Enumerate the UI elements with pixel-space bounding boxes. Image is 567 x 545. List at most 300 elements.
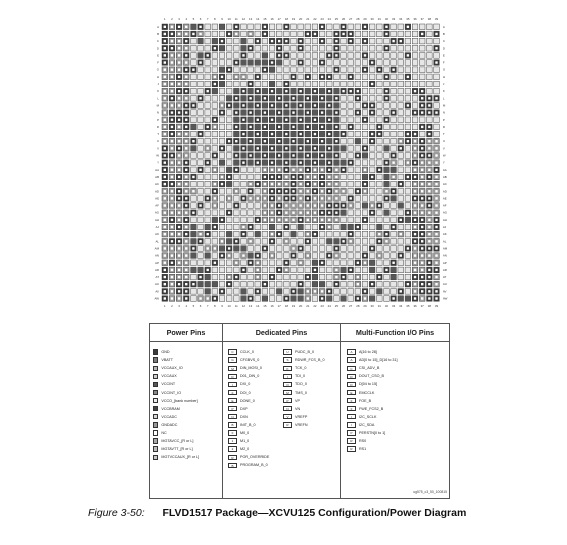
pin-AL9 (219, 239, 225, 245)
pin-code-symbol: R (347, 446, 356, 451)
pin-Y15 (262, 160, 268, 166)
pin-AR31 (377, 267, 383, 273)
pin-AW18 (284, 296, 290, 302)
pin-T4 (183, 131, 189, 137)
pin-AU12 (241, 281, 247, 287)
pin-N7 (205, 110, 211, 116)
pin-AN25 (334, 253, 340, 259)
pin-H19 (291, 74, 297, 80)
pin-Y5 (191, 160, 197, 166)
pin-AE26 (341, 196, 347, 202)
pin-AK16 (269, 231, 275, 237)
legend-item (283, 356, 325, 364)
pin-code-symbol: I (228, 382, 237, 387)
pin-W29 (362, 153, 368, 159)
pin-AB26 (341, 174, 347, 180)
pin-AR33 (391, 267, 397, 273)
pin-AJ36 (412, 224, 418, 230)
pin-E36 (412, 53, 418, 59)
pin-AJ12 (241, 224, 247, 230)
pin-T32 (384, 131, 390, 137)
pin-AA1 (162, 167, 168, 173)
pin-AN37 (419, 253, 425, 259)
pin-AH34 (398, 217, 404, 223)
pin-AL30 (369, 239, 375, 245)
pin-AA27 (348, 167, 354, 173)
pin-AP16 (269, 260, 275, 266)
pin-AW33 (391, 296, 397, 302)
legend-item (347, 413, 398, 421)
pin-N38 (427, 110, 433, 116)
pin-AU8 (212, 281, 218, 287)
pin-T16 (269, 131, 275, 137)
pin-code-symbol: A (347, 349, 356, 354)
pin-U22 (312, 138, 318, 144)
pin-AD22 (312, 188, 318, 194)
pin-AA15 (262, 167, 268, 173)
pin-J8 (212, 81, 218, 87)
pin-AF37 (419, 203, 425, 209)
pin-W13 (248, 153, 254, 159)
pin-F19 (291, 60, 297, 66)
pin-AE34 (398, 196, 404, 202)
pin-V9 (219, 146, 225, 152)
pin-AG14 (255, 210, 261, 216)
pin-AK33 (391, 231, 397, 237)
pin-AH25 (334, 217, 340, 223)
pin-AM31 (377, 246, 383, 252)
column-label-top: 36 (413, 17, 417, 21)
pin-AW20 (298, 296, 304, 302)
pin-A39 (434, 24, 440, 30)
pin-E28 (355, 53, 361, 59)
pin-AD25 (334, 188, 340, 194)
pin-AD31 (377, 188, 383, 194)
pin-AC24 (326, 181, 332, 187)
pin-M11 (234, 103, 240, 109)
pin-AU10 (226, 281, 232, 287)
pin-G35 (405, 67, 411, 73)
pin-AU15 (262, 281, 268, 287)
pin-C37 (419, 38, 425, 44)
pin-AH4 (183, 217, 189, 223)
pin-C9 (219, 38, 225, 44)
package-pin-diagram (150, 12, 450, 318)
pin-AM12 (241, 246, 247, 252)
pin-A20 (298, 24, 304, 30)
pin-G6 (198, 67, 204, 73)
pin-AT34 (398, 274, 404, 280)
pin-AW37 (419, 296, 425, 302)
pin-U18 (284, 138, 290, 144)
pin-E31 (377, 53, 383, 59)
pin-AF8 (212, 203, 218, 209)
pin-T28 (355, 131, 361, 137)
pin-AR11 (234, 267, 240, 273)
pin-E29 (362, 53, 368, 59)
row-label-right: AB (442, 174, 447, 179)
legend-item (228, 372, 269, 380)
pin-U21 (305, 138, 311, 144)
pin-D17 (276, 45, 282, 51)
legend-item-label: NC (161, 430, 167, 435)
pin-J6 (198, 81, 204, 87)
pin-V38 (427, 146, 433, 152)
pin-AB6 (198, 174, 204, 180)
pin-AU3 (176, 281, 182, 287)
pin-A1 (162, 24, 168, 30)
pin-AW36 (412, 296, 418, 302)
pin-E12 (241, 53, 247, 59)
pin-AE25 (334, 196, 340, 202)
legend-item (153, 356, 199, 364)
pin-P28 (355, 117, 361, 123)
pin-N37 (419, 110, 425, 116)
pin-E27 (348, 53, 354, 59)
row-label-left: AD (154, 189, 159, 194)
pin-AG10 (226, 210, 232, 216)
row-label-right: AR (442, 267, 447, 272)
pin-G21 (305, 67, 311, 73)
pin-AH5 (191, 217, 197, 223)
pin-AP36 (412, 260, 418, 266)
pin-AC10 (226, 181, 232, 187)
pin-AG12 (241, 210, 247, 216)
row-label-right: AM (442, 246, 448, 251)
pin-AB21 (305, 174, 311, 180)
pin-AW11 (234, 296, 240, 302)
pin-code-symbol: V (283, 414, 292, 419)
pin-AH36 (412, 217, 418, 223)
pin-B18 (284, 31, 290, 37)
pin-G33 (391, 67, 397, 73)
pin-W31 (377, 153, 383, 159)
pin-AV3 (176, 289, 182, 295)
pin-AP14 (255, 260, 261, 266)
pin-E35 (405, 53, 411, 59)
pin-AT32 (384, 274, 390, 280)
pin-AJ20 (298, 224, 304, 230)
row-label-left: U (156, 139, 159, 144)
pin-A38 (427, 24, 433, 30)
pin-M23 (319, 103, 325, 109)
pin-AD12 (241, 188, 247, 194)
pin-L5 (191, 96, 197, 102)
pin-R16 (269, 124, 275, 130)
pin-H20 (298, 74, 304, 80)
pin-D30 (369, 45, 375, 51)
row-label-left: AB (155, 174, 159, 179)
pin-AB24 (326, 174, 332, 180)
legend-item (283, 421, 325, 429)
pin-AM4 (183, 246, 189, 252)
pin-V14 (255, 146, 261, 152)
pin-D20 (298, 45, 304, 51)
pin-code-symbol: P (283, 398, 292, 403)
pin-N16 (269, 110, 275, 116)
pin-U32 (384, 138, 390, 144)
pin-N28 (355, 110, 361, 116)
pin-H23 (319, 74, 325, 80)
pin-R21 (305, 124, 311, 130)
pin-J20 (298, 81, 304, 87)
pin-W17 (276, 153, 282, 159)
pin-C10 (226, 38, 232, 44)
pin-AK39 (434, 231, 440, 237)
column-label-top: 9 (221, 17, 223, 21)
pin-L37 (419, 96, 425, 102)
column-label-bottom: 28 (356, 303, 360, 308)
pin-AA21 (305, 167, 311, 173)
pin-P5 (191, 117, 197, 123)
pin-M29 (362, 103, 368, 109)
pin-Y21 (305, 160, 311, 166)
column-label-bottom: 3 (178, 303, 180, 308)
pin-K14 (255, 88, 261, 94)
pin-AB29 (362, 174, 368, 180)
pin-L23 (319, 96, 325, 102)
pin-W37 (419, 153, 425, 159)
pin-AW13 (248, 296, 254, 302)
pin-AT38 (427, 274, 433, 280)
pin-AA32 (384, 167, 390, 173)
pin-AC4 (183, 181, 189, 187)
pin-AN27 (348, 253, 354, 259)
pin-P36 (412, 117, 418, 123)
legend-item-label: VCCBRAM (161, 406, 180, 411)
row-label-left: G (156, 67, 159, 72)
pin-N24 (326, 110, 332, 116)
pin-AF13 (248, 203, 254, 209)
pin-B11 (234, 31, 240, 37)
pin-AM34 (398, 246, 404, 252)
legend-item (283, 364, 325, 372)
pin-H6 (198, 74, 204, 80)
pin-AP2 (169, 260, 175, 266)
pin-AB17 (276, 174, 282, 180)
pin-P18 (284, 117, 290, 123)
pin-AK3 (176, 231, 182, 237)
pin-AF16 (269, 203, 275, 209)
column-label-bottom: 1 (163, 303, 166, 308)
pin-R6 (198, 124, 204, 130)
pin-M14 (255, 103, 261, 109)
pin-code-symbol: I (347, 422, 356, 427)
pin-AJ37 (419, 224, 425, 230)
pin-M39 (434, 103, 440, 109)
pin-U12 (241, 138, 247, 144)
pin-AW26 (341, 296, 347, 302)
pin-C19 (291, 38, 297, 44)
pin-Y12 (241, 160, 247, 166)
pin-G19 (291, 67, 297, 73)
column-label-bottom: 22 (313, 303, 317, 308)
legend-item-label: DXP (240, 406, 248, 411)
pin-T13 (248, 131, 254, 137)
pin-J13 (248, 81, 254, 87)
pin-D24 (326, 45, 332, 51)
pin-AU5 (191, 281, 197, 287)
legend-item-label: DXN (240, 414, 248, 419)
row-label-left: AP (155, 260, 159, 265)
pin-K33 (391, 88, 397, 94)
pin-H12 (241, 74, 247, 80)
column-label-top: 30 (370, 17, 374, 21)
pin-AL38 (427, 239, 433, 245)
pin-F33 (391, 60, 397, 66)
legend-dedicated-column (222, 324, 340, 498)
pin-J29 (362, 81, 368, 87)
pin-AF31 (377, 203, 383, 209)
pin-N4 (183, 110, 189, 116)
pin-AL17 (276, 239, 282, 245)
row-label-left: AA (155, 167, 159, 172)
pin-F29 (362, 60, 368, 66)
pin-AN19 (291, 253, 297, 259)
pin-AG32 (384, 210, 390, 216)
pin-AG25 (334, 210, 340, 216)
pin-L22 (312, 96, 318, 102)
pin-AL39 (434, 239, 440, 245)
pin-U4 (183, 138, 189, 144)
pin-AH7 (205, 217, 211, 223)
pin-M17 (276, 103, 282, 109)
pin-L25 (334, 96, 340, 102)
pin-W16 (269, 153, 275, 159)
pin-T34 (398, 131, 404, 137)
row-label-left: AG (154, 210, 159, 215)
pin-H18 (284, 74, 290, 80)
pin-E4 (183, 53, 189, 59)
pin-E16 (269, 53, 275, 59)
pin-U5 (191, 138, 197, 144)
pin-AR15 (262, 267, 268, 273)
pin-T25 (334, 131, 340, 137)
pin-AF2 (169, 203, 175, 209)
pin-A30 (369, 24, 375, 30)
legend-item (283, 413, 325, 421)
pin-U13 (248, 138, 254, 144)
pin-M31 (377, 103, 383, 109)
pin-B5 (191, 31, 197, 37)
pin-R32 (384, 124, 390, 130)
pin-AN5 (191, 253, 197, 259)
pin-AK13 (248, 231, 254, 237)
pin-Y30 (369, 160, 375, 166)
pin-AT2 (169, 274, 175, 280)
pin-AB12 (241, 174, 247, 180)
pin-C20 (298, 38, 304, 44)
pin-N26 (341, 110, 347, 116)
pin-E25 (334, 53, 340, 59)
row-label-right: AJ (442, 225, 447, 229)
pin-F15 (262, 60, 268, 66)
pin-W34 (398, 153, 404, 159)
pin-Y29 (362, 160, 368, 166)
pin-AA22 (312, 167, 318, 173)
pin-AU34 (398, 281, 404, 287)
pin-AL11 (234, 239, 240, 245)
pin-Y39 (434, 160, 440, 166)
pin-E37 (419, 53, 425, 59)
pin-J7 (205, 81, 211, 87)
legend-item (228, 445, 269, 453)
pin-AA35 (405, 167, 411, 173)
pin-AC33 (391, 181, 397, 187)
pin-AE33 (391, 196, 397, 202)
pin-AN3 (176, 253, 182, 259)
pin-W19 (291, 153, 297, 159)
row-label-left: C (156, 39, 159, 44)
pin-N3 (176, 110, 182, 116)
pin-AR29 (362, 267, 368, 273)
pin-AT12 (241, 274, 247, 280)
pin-AL5 (191, 239, 197, 245)
pin-M19 (291, 103, 297, 109)
pin-AC18 (284, 181, 290, 187)
pin-E23 (319, 53, 325, 59)
pin-AD5 (191, 188, 197, 194)
pin-F36 (412, 60, 418, 66)
pin-AH6 (198, 217, 204, 223)
pin-T33 (391, 131, 397, 137)
pin-AJ27 (348, 224, 354, 230)
pin-H32 (384, 74, 390, 80)
pin-AW9 (219, 296, 225, 302)
pin-U37 (419, 138, 425, 144)
pin-G34 (398, 67, 404, 73)
pin-R31 (377, 124, 383, 130)
pin-AP5 (191, 260, 197, 266)
pin-R19 (291, 124, 297, 130)
pin-D5 (191, 45, 197, 51)
pin-AV16 (269, 289, 275, 295)
pin-Y3 (176, 160, 182, 166)
pin-code-symbol: A (347, 357, 356, 362)
pin-AV32 (384, 289, 390, 295)
pin-AK17 (276, 231, 282, 237)
pin-M1 (162, 103, 168, 109)
pin-AM17 (276, 246, 282, 252)
pin-V13 (248, 146, 254, 152)
row-label-right: C (442, 39, 445, 44)
pin-G26 (341, 67, 347, 73)
pin-A5 (191, 24, 197, 30)
pin-B28 (355, 31, 361, 37)
pin-K30 (369, 88, 375, 94)
pin-G22 (312, 67, 318, 73)
pin-E9 (219, 53, 225, 59)
pin-AN21 (305, 253, 311, 259)
pin-AU6 (198, 281, 204, 287)
pin-P10 (226, 117, 232, 123)
pin-AV37 (419, 289, 425, 295)
legend-item-label: A[16 to 28] (359, 350, 377, 355)
pin-AD33 (391, 188, 397, 194)
pin-AE16 (269, 196, 275, 202)
pin-code-symbol: D (228, 374, 237, 379)
pin-Y38 (427, 160, 433, 166)
pin-J2 (169, 81, 175, 87)
pin-V35 (405, 146, 411, 152)
pin-AU22 (312, 281, 318, 287)
pin-U16 (269, 138, 275, 144)
pin-AK20 (298, 231, 304, 237)
pin-F3 (176, 60, 182, 66)
pin-AK32 (384, 231, 390, 237)
pin-K16 (269, 88, 275, 94)
column-label-top: 12 (241, 17, 246, 21)
